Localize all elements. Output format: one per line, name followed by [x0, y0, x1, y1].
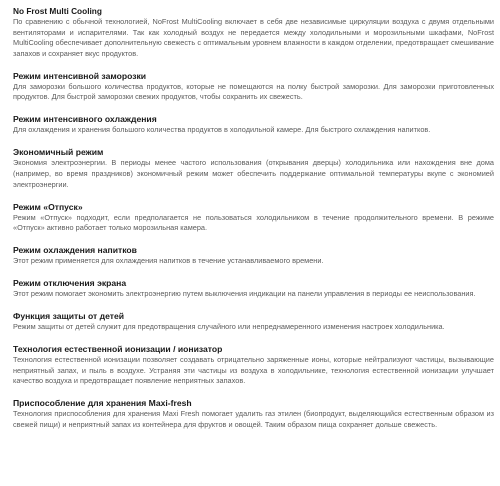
section-eco-mode [13, 147, 494, 190]
section-intensive-cooling [13, 114, 494, 136]
section-vacation-mode [13, 202, 494, 234]
section-title: Приспособление для хранения Maxi-fresh [13, 398, 192, 409]
section-text: Для заморозки большого количества продуктов, которые не помещаются на полку быстрой заморозки. Для заморозки приготовленных продуктов. Для быстрой заморозки свежих продуктов, чтобы сохранить их свежесть. [13, 81, 494, 102]
section-text: Этот режим применяется для охлаждения напитков в течение устанавливаемого времени. [13, 256, 324, 266]
section-title: Режим интенсивной заморозки [13, 70, 147, 81]
section-child-lock [13, 311, 494, 333]
section-text: Этот режим помогает экономить электроэнергию путем выключения индикации на панели управления в периоды ее неиспользования. [13, 289, 476, 299]
section-title: Технология естественной ионизации / ионизатор [13, 344, 223, 355]
section-text: Режим защиты от детей служит для предотвращения случайного или непреднамеренного изменения настроек холодильника. [13, 322, 445, 332]
section-title: Режим охлаждения напитков [13, 245, 137, 256]
section-title: Режим «Отпуск» [13, 201, 83, 212]
section-text: По сравнению с обычной технологией, NoFrost MultiCooling включает в себя две независимые циркуляции воздуха с двумя отдельными вентиляторами и испарителями. Так как холодный воздух не передается между холодильными и морозильными шкафами, NoFrost MultiCooling обеспечивает дополнительную свежесть с оптимальным уровнем влажности в каждом отделении, предотвращает смешивание запахов и сохраняет вкус продуктов. [13, 17, 494, 58]
section-text: Экономия электроэнергии. В периоды менее частого использования (открывания дверцы) холодильника или нахождения вне дома (например, во время праздников) экономичный режим может обеспечить поддержание оптимальной температуры вкупе с экономией электроэнергии. [13, 158, 494, 189]
section-title: Режим отключения экрана [13, 278, 127, 289]
section-text: Технология естественной ионизации позволяет создавать отрицательно заряженные ионы, которые нейтрализуют частицы, вызывающие неприятный запах, и пыль в воздухе. Устраняя эти частицы из воздуха в холодильнике, технология естественной ионизации улучшает качество воздуха и предотвращает появление неприятных запахов. [13, 355, 494, 386]
section-text: Режим «Отпуск» подходит, если предполагается не пользоваться холодильником в течение продолжительного времени. В режиме «Отпуск» активно работает только морозильная камера. [13, 212, 494, 233]
section-text: Технология приспособления для хранения Maxi Fresh помогает удалить газ этилен (биопродукт, выделяющийся естественным образом из свежей пищи) и неприятный запах из контейнера для фруктов и овощей. Таким образом пища сохраняет дольше свежесть. [13, 409, 494, 429]
section-title: Функция защиты от детей [13, 311, 125, 322]
section-title: Режим интенсивного охлаждения [13, 114, 157, 125]
section-ionizer [13, 344, 494, 387]
section-drinks-cooling [13, 245, 494, 267]
section-title: Экономичный режим [13, 147, 104, 158]
section-screen-off [13, 278, 494, 300]
section-text: Для охлаждения и хранения большого количества продуктов в холодильной камере. Для быстрого охлаждения напитков. [13, 125, 431, 135]
section-title: No Frost Multi Cooling [13, 6, 102, 16]
section-maxi-fresh [13, 398, 494, 430]
section-intensive-freezing [13, 71, 494, 103]
section-nofrost-multicooling [13, 6, 494, 59]
